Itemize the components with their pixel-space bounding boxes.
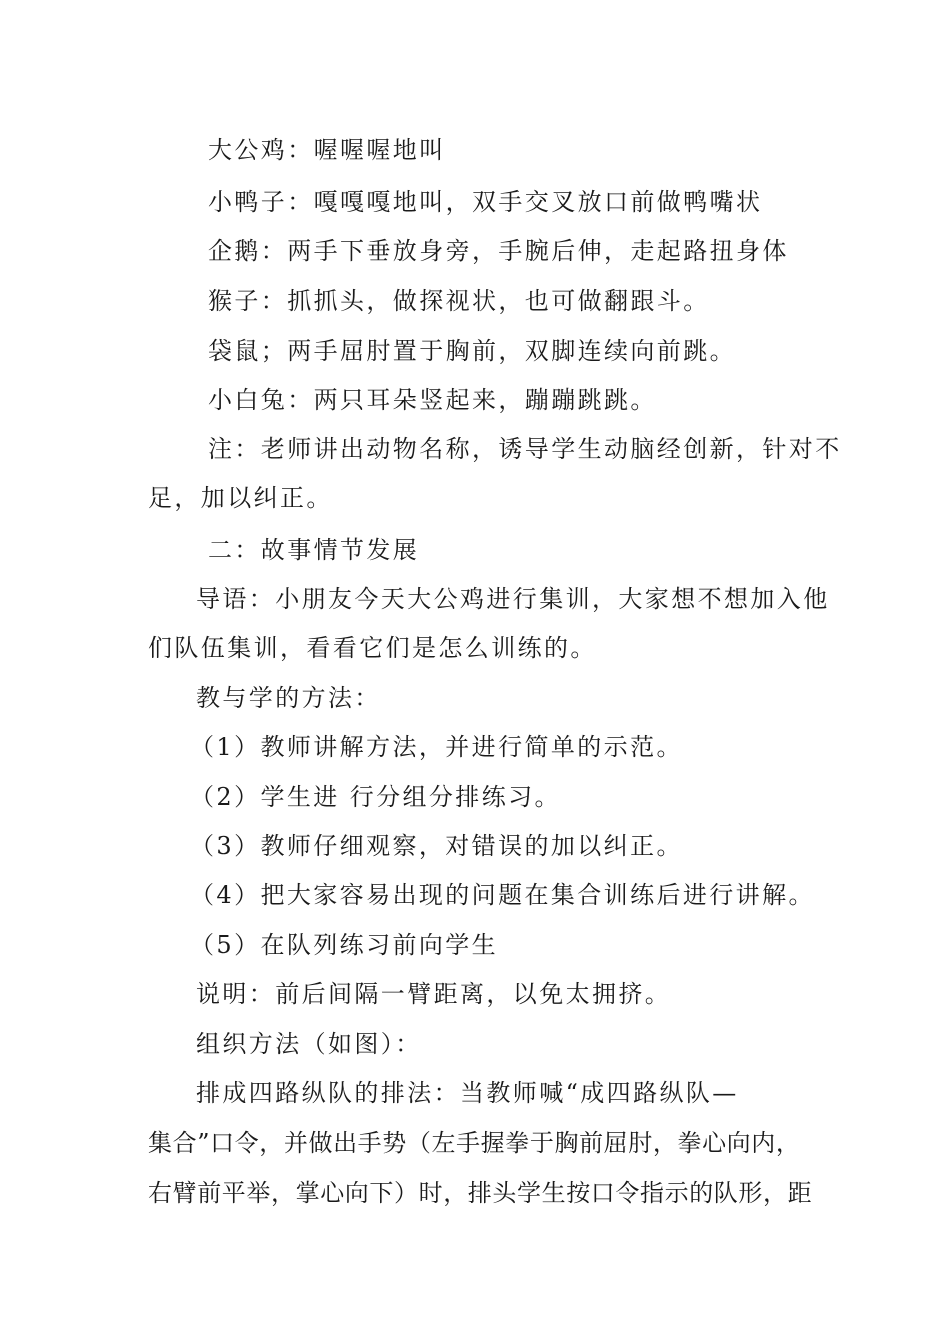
text-line: 猴子：抓抓头，做探视状，也可做翻跟斗。 bbox=[208, 287, 710, 315]
text-line: 导语：小朋友今天大公鸡进行集训，大家想不想加入他 bbox=[196, 585, 830, 613]
text-line: 们队伍集训，看看它们是怎么训练的。 bbox=[148, 634, 597, 662]
text-line: 袋鼠；两手屈肘置于胸前，双脚连续向前跳。 bbox=[208, 337, 736, 365]
text-line: 说明：前后间隔一臂距离，以免太拥挤。 bbox=[196, 980, 672, 1008]
text-line: 排成四路纵队的排法：当教师喊“成四路纵队— bbox=[196, 1079, 739, 1107]
list-item: （5）在队列练习前向学生 bbox=[190, 931, 499, 959]
text-line: 注：老师讲出动物名称，诱导学生动脑经创新，针对不 bbox=[208, 435, 842, 463]
text-line: 集合”口令，并做出手势（左手握拳于胸前屈肘，拳心向内， bbox=[148, 1129, 801, 1157]
list-item: （4）把大家容易出现的问题在集合训练后进行讲解。 bbox=[190, 881, 815, 909]
text-line: 企鹅：两手下垂放身旁，手腕后伸，走起路扭身体 bbox=[208, 237, 789, 265]
text-line: 小白兔：两只耳朵竖起来，蹦蹦跳跳。 bbox=[208, 386, 657, 414]
list-item: （3）教师仔细观察，对错误的加以纠正。 bbox=[190, 832, 683, 860]
list-item: （2）学生进 行分组分排练习。 bbox=[190, 783, 561, 811]
text-line: 组织方法（如图）： bbox=[196, 1030, 422, 1058]
text-line: 足，加以纠正。 bbox=[148, 484, 333, 512]
text-line: 小鸭子：嘎嘎嘎地叫，双手交叉放口前做鸭嘴状 bbox=[208, 188, 763, 216]
text-line: 右臂前平举，掌心向下）时，排头学生按口令指示的队形，距 bbox=[148, 1179, 813, 1207]
text-line: 大公鸡：喔喔喔地叫 bbox=[208, 136, 446, 164]
text-line: 教与学的方法： bbox=[196, 684, 381, 712]
section-heading: 二：故事情节发展 bbox=[208, 536, 420, 564]
list-item: （1）教师讲解方法，并进行简单的示范。 bbox=[190, 733, 683, 761]
